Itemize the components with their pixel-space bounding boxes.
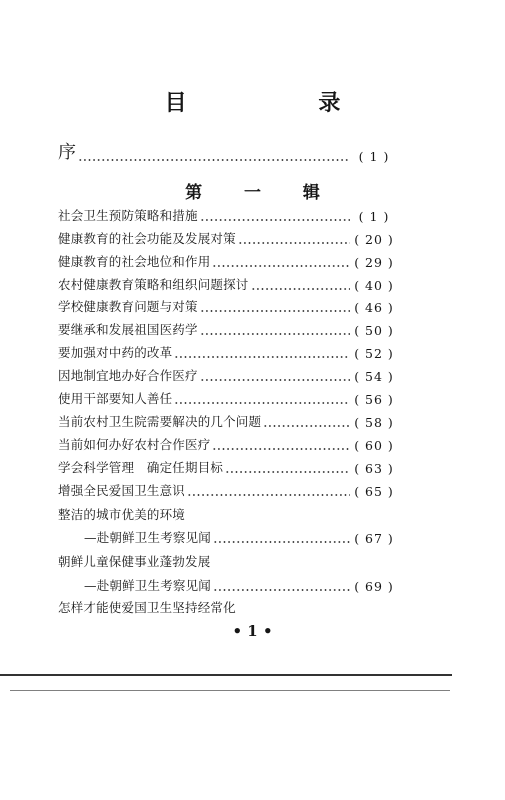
entry-page: ( 56 ) <box>354 392 394 407</box>
toc-entry[interactable] <box>58 458 395 476</box>
entry-page: ( 50 ) <box>354 323 394 338</box>
entry-page: ( 65 ) <box>354 484 394 499</box>
entry-page: ( 52 ) <box>354 346 394 361</box>
dot-leader <box>238 242 350 244</box>
dot-leader <box>200 310 350 312</box>
entry-title: 怎样才能使爱国卫生坚持经常化 <box>58 600 236 615</box>
entry-title: 因地制宜地办好合作医疗 <box>58 368 198 383</box>
entry-title: 农村健康教育策略和组织问题探讨 <box>58 277 249 292</box>
entry-title: 增强全民爱国卫生意识 <box>58 483 186 498</box>
toc-entry[interactable] <box>58 481 395 499</box>
entry-title: 要加强对中药的改革 <box>58 345 173 360</box>
entry-title: 整洁的城市优美的环境 <box>58 507 186 522</box>
toc-entry[interactable] <box>58 206 395 224</box>
entry-page: ( 58 ) <box>354 415 394 430</box>
page-number: • 1 • <box>232 622 273 640</box>
dot-leader <box>263 425 350 427</box>
dot-leader <box>212 265 350 267</box>
entry-title: 当前农村卫生院需要解决的几个问题 <box>58 414 262 429</box>
toc-entry[interactable] <box>58 598 395 616</box>
toc-entry[interactable] <box>58 297 395 315</box>
section-heading: 第 一 辑 <box>185 183 338 203</box>
preface-label: 序 <box>58 142 77 163</box>
toc-entry[interactable] <box>58 320 395 338</box>
toc-entry[interactable] <box>58 252 395 270</box>
entry-title: 学校健康教育问题与对策 <box>58 299 198 314</box>
toc-entry[interactable] <box>58 229 395 247</box>
entry-page: ( 40 ) <box>354 278 394 293</box>
toc-entry[interactable] <box>58 389 395 407</box>
dot-leader <box>213 541 350 543</box>
dot-leader <box>174 402 350 404</box>
entry-page: ( 20 ) <box>354 232 394 247</box>
preface-page: ( 1 ) <box>358 149 390 164</box>
multi-entry-title[interactable] <box>58 552 395 570</box>
entry-subtitle: —赴朝鲜卫生考察见闻 <box>84 530 212 545</box>
dot-leader <box>174 356 350 358</box>
dot-leader <box>200 219 350 221</box>
dot-leader <box>212 448 350 450</box>
dot-leader <box>187 494 350 496</box>
preface-entry[interactable] <box>58 142 395 164</box>
dot-leader <box>213 589 350 591</box>
toc-entry[interactable] <box>58 275 395 293</box>
entry-title: 学会科学管理 确定任期目标 <box>58 460 224 475</box>
entry-page: ( 29 ) <box>354 255 394 270</box>
entry-title: 健康教育的社会功能及发展对策 <box>58 231 236 246</box>
divider-rule <box>10 690 450 691</box>
toc-entry[interactable] <box>58 343 395 361</box>
entry-page: ( 1 ) <box>358 209 390 224</box>
toc-entry[interactable] <box>58 435 395 453</box>
entry-page: ( 46 ) <box>354 300 394 315</box>
multi-entry-subtitle[interactable] <box>84 576 395 594</box>
multi-entry-title[interactable] <box>58 505 395 523</box>
dot-leader <box>251 288 350 290</box>
entry-page: ( 63 ) <box>354 461 394 476</box>
dot-leader <box>78 159 350 161</box>
toc-entry[interactable] <box>58 412 395 430</box>
entry-title: 当前如何办好农村合作医疗 <box>58 437 211 452</box>
entry-title: 社会卫生预防策略和措施 <box>58 208 198 223</box>
toc-entry[interactable] <box>58 366 395 384</box>
divider-rule <box>0 674 452 676</box>
dot-leader <box>200 379 350 381</box>
entry-title: 健康教育的社会地位和作用 <box>58 254 211 269</box>
entry-title: 使用干部要知人善任 <box>58 391 173 406</box>
entry-page: ( 67 ) <box>354 531 394 546</box>
entry-title: 朝鲜儿童保健事业蓬勃发展 <box>58 554 211 569</box>
multi-entry-subtitle[interactable] <box>84 528 395 546</box>
entry-page: ( 60 ) <box>354 438 394 453</box>
entry-page: ( 54 ) <box>354 369 394 384</box>
page-title: 目 录 <box>164 90 403 116</box>
entry-subtitle: —赴朝鲜卫生考察见闻 <box>84 578 212 593</box>
entry-title: 要继承和发展祖国医药学 <box>58 322 198 337</box>
dot-leader <box>200 333 350 335</box>
dot-leader <box>225 471 350 473</box>
entry-page: ( 69 ) <box>354 579 394 594</box>
